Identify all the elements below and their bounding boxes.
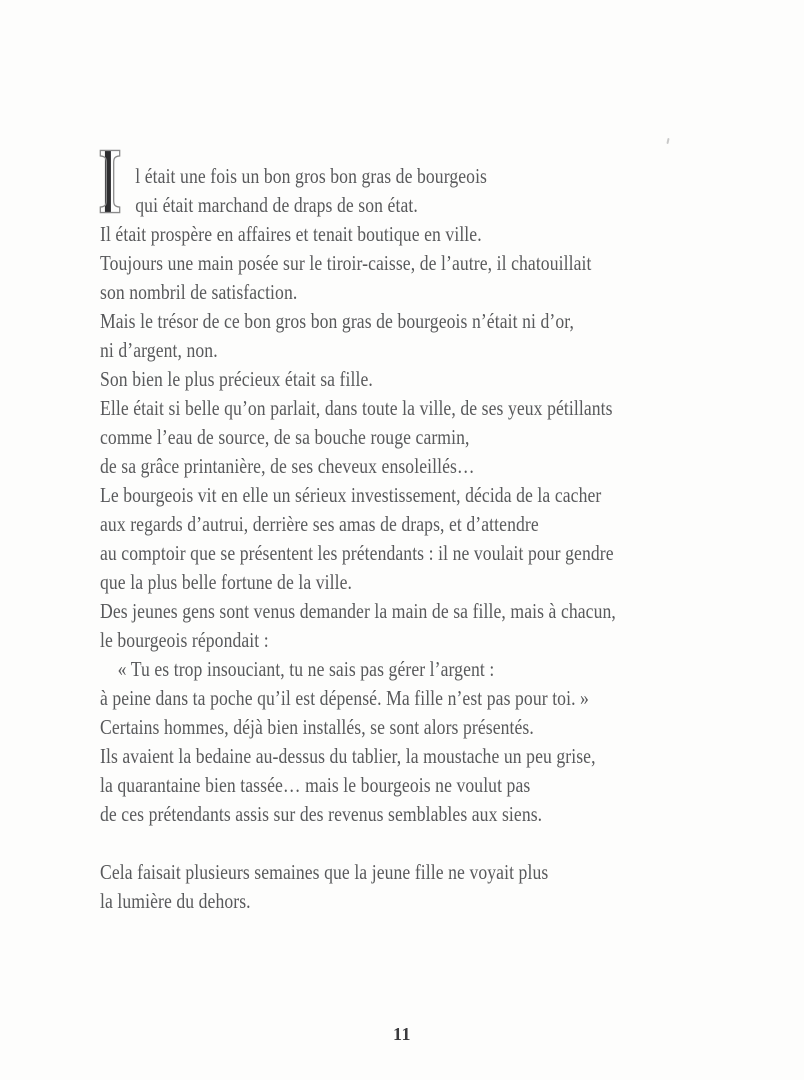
text-line: l était une fois un bon gros bon gras de bourgeois: [135, 164, 488, 188]
text-line: à peine dans ta poche qu’il est dépensé. Ma fille n’est pas pour toi. »: [100, 686, 589, 710]
text-line: la lumière du dehors.: [100, 889, 251, 913]
text-line: Mais le trésor de ce bon gros bon gras de bourgeois n’était ni d’or,: [100, 309, 574, 333]
text-line: Toujours une main posée sur le tiroir-caisse, de l’autre, il chatouillait: [100, 251, 592, 275]
text-line: Cela faisait plusieurs semaines que la jeune fille ne voyait plus: [100, 860, 549, 884]
text-line: Ils avaient la bedaine au-dessus du tablier, la moustache un peu grise,: [100, 744, 596, 768]
text-line: Certains hommes, déjà bien installés, se sont alors présentés.: [100, 715, 534, 739]
text-line: Elle était si belle qu’on parlait, dans toute la ville, de ses yeux pétillants: [100, 396, 613, 420]
text-line: ni d’argent, non.: [100, 338, 218, 362]
text-line: son nombril de satisfaction.: [100, 280, 298, 304]
text-line: de ces prétendants assis sur des revenus semblables aux siens.: [100, 802, 543, 826]
text-line: de sa grâce printanière, de ses cheveux ensoleillés…: [100, 454, 475, 478]
text-line: [100, 829, 616, 858]
text-line: que la plus belle fortune de la ville.: [100, 570, 353, 594]
text-line: Des jeunes gens sont venus demander la main de sa fille, mais à chacun,: [100, 599, 616, 623]
story-text-block: [100, 162, 616, 916]
text-line: « Tu es trop insouciant, tu ne sais pas gérer l’argent :: [117, 657, 495, 681]
scan-artifact: [666, 138, 669, 144]
page-number: 11: [392, 1024, 411, 1044]
text-line: au comptoir que se présentent les prétendants : il ne voulait pour gendre: [100, 541, 614, 565]
text-line: Son bien le plus précieux était sa fille.: [100, 367, 373, 391]
text-line: comme l’eau de source, de sa bouche rouge carmin,: [100, 425, 470, 449]
text-line: le bourgeois répondait :: [100, 628, 269, 652]
text-line: qui était marchand de draps de son état.: [135, 193, 418, 217]
text-line: aux regards d’autrui, derrière ses amas de draps, et d’attendre: [100, 512, 539, 536]
text-line: la quarantaine bien tassée… mais le bourgeois ne voulut pas: [100, 773, 531, 797]
text-line: Le bourgeois vit en elle un sérieux investissement, décida de la cacher: [100, 483, 602, 507]
text-line: Il était prospère en affaires et tenait boutique en ville.: [100, 222, 482, 246]
